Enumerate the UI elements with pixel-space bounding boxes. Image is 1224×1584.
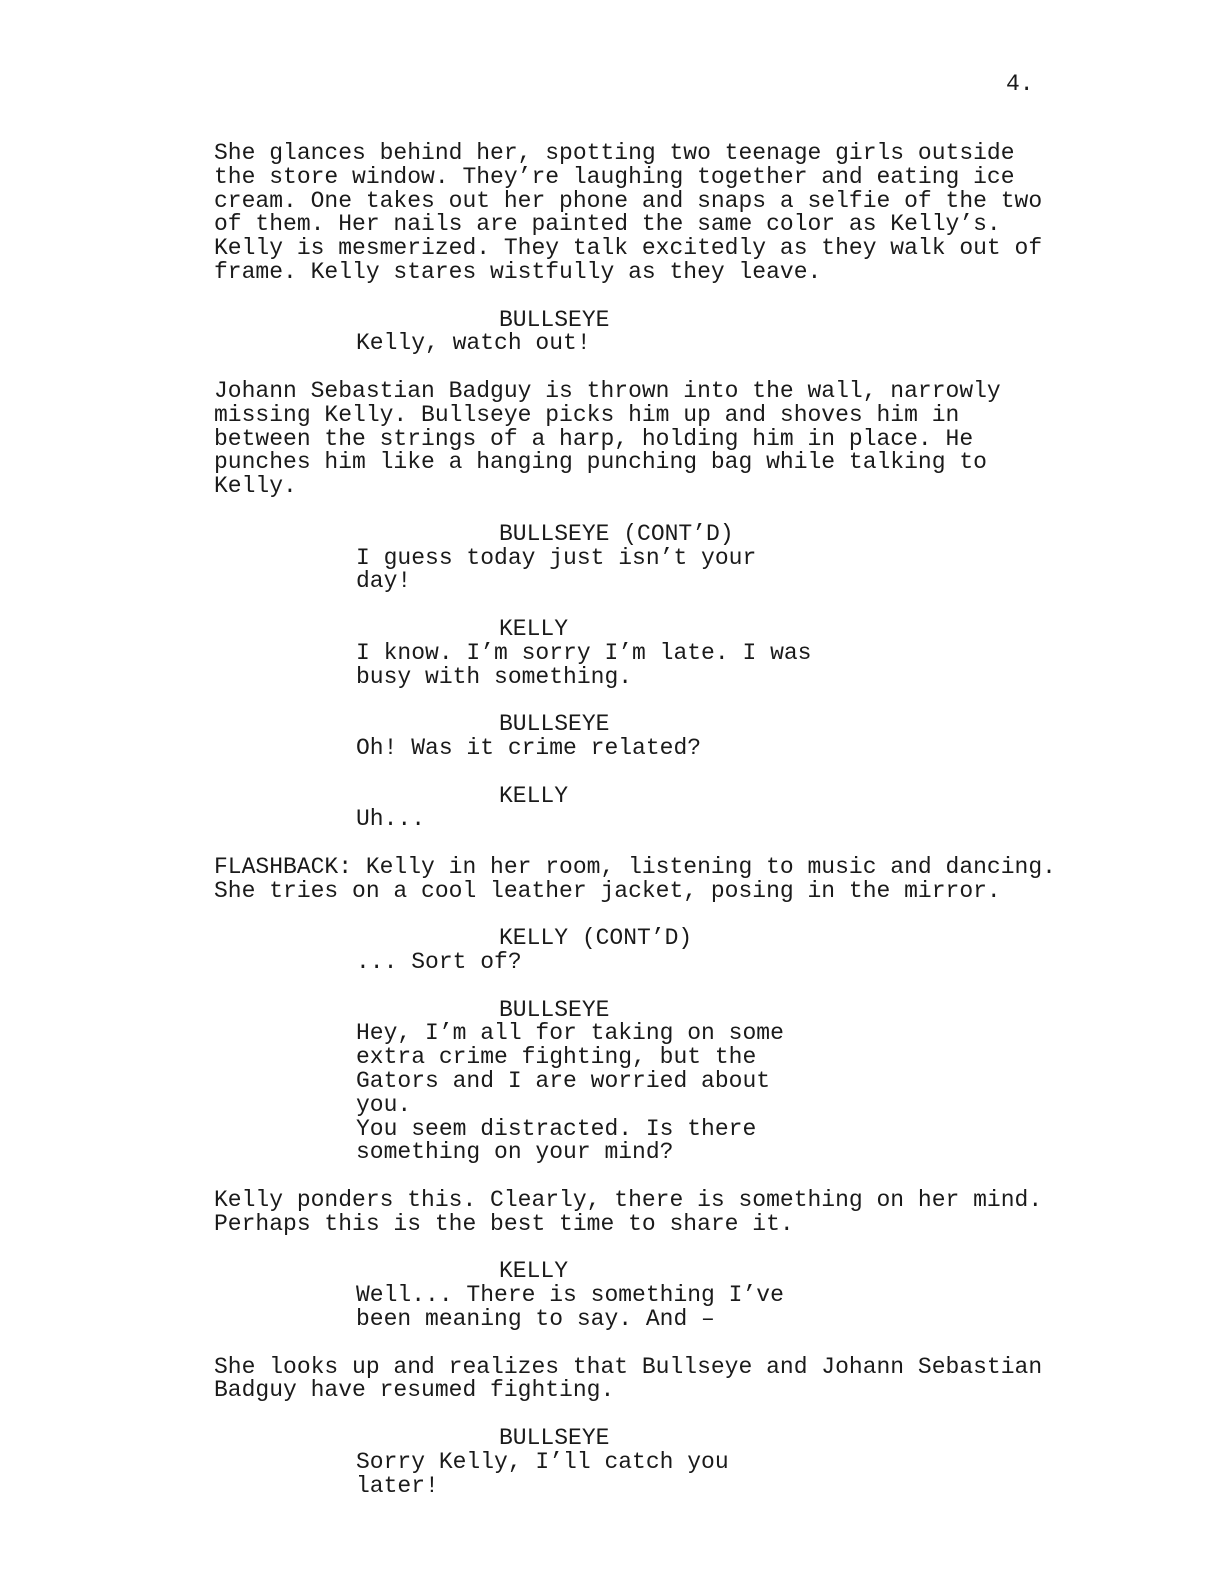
dialogue-line: Well... There is something I’ve been meaning to say. And – xyxy=(356,1282,784,1333)
script-body xyxy=(214,142,1094,1522)
character-name: KELLY xyxy=(499,615,569,642)
page-number: 4. xyxy=(1006,71,1034,97)
dialogue-block xyxy=(214,520,1094,595)
dialogue-block xyxy=(214,782,1094,833)
action-line: Kelly ponders this. Clearly, there is something on her mind. Perhaps this is the best time to share it. xyxy=(214,1187,1043,1237)
character-name: KELLY (CONT’D) xyxy=(499,925,693,952)
dialogue-line: Uh... xyxy=(356,806,426,833)
dialogue-block xyxy=(214,1427,1094,1498)
character-name: BULLSEYE xyxy=(499,1425,610,1452)
dialogue-line: Sorry Kelly, I’ll catch you later! xyxy=(356,1448,743,1499)
dialogue-block xyxy=(214,713,1094,761)
dialogue-line: I know. I’m sorry I’m late. I was busy with something. xyxy=(356,639,812,690)
character-name: BULLSEYE xyxy=(499,711,610,738)
dialogue-block xyxy=(214,306,1094,357)
dialogue-line: Kelly, watch out! xyxy=(356,330,591,357)
dialogue-block xyxy=(214,996,1094,1166)
dialogue-line: ... Sort of? xyxy=(356,949,522,976)
character-name: BULLSEYE xyxy=(499,996,610,1023)
dialogue-line: Oh! Was it crime related? xyxy=(356,734,702,761)
dialogue-block xyxy=(214,1260,1094,1331)
action-line: She looks up and realizes that Bullseye and Johann Sebastian Badguy have resumed fighting. xyxy=(214,1353,1043,1404)
character-name: KELLY xyxy=(499,782,569,809)
character-name: BULLSEYE (CONT’D) xyxy=(499,520,734,547)
dialogue-line: I guess today just isn’t your day! xyxy=(356,544,771,595)
dialogue-block xyxy=(214,927,1094,975)
character-name: BULLSEYE xyxy=(499,306,610,333)
action-line: FLASHBACK: Kelly in her room, listening to music and dancing. She tries on a cool leather jacket, posing in the mirror. xyxy=(214,853,1056,904)
dialogue-line: Hey, I’m all for taking on some extra crime fighting, but the Gators and I are worried about you. You seem distracted. Is there something on your mind? xyxy=(356,1020,784,1166)
action-line: Johann Sebastian Badguy is thrown into the wall, narrowly missing Kelly. Bullseye picks him up and shoves him in between the strings of a harp, holding him in place. He punches him like a hanging punching bag while talking to Kelly. xyxy=(214,377,1001,500)
action-line: She glances behind her, spotting two teenage girls outside the store window. They’re laughing together and eating ice cream. One takes out her phone and snaps a selfie of the two of them. Her nails are painted the same color as Kelly’s. Kelly is mesmerized. They talk excitedly as they walk out of frame. Kelly stares wistfully as they leave. xyxy=(214,140,1043,285)
character-name: KELLY xyxy=(499,1258,569,1285)
dialogue-block xyxy=(214,615,1094,690)
